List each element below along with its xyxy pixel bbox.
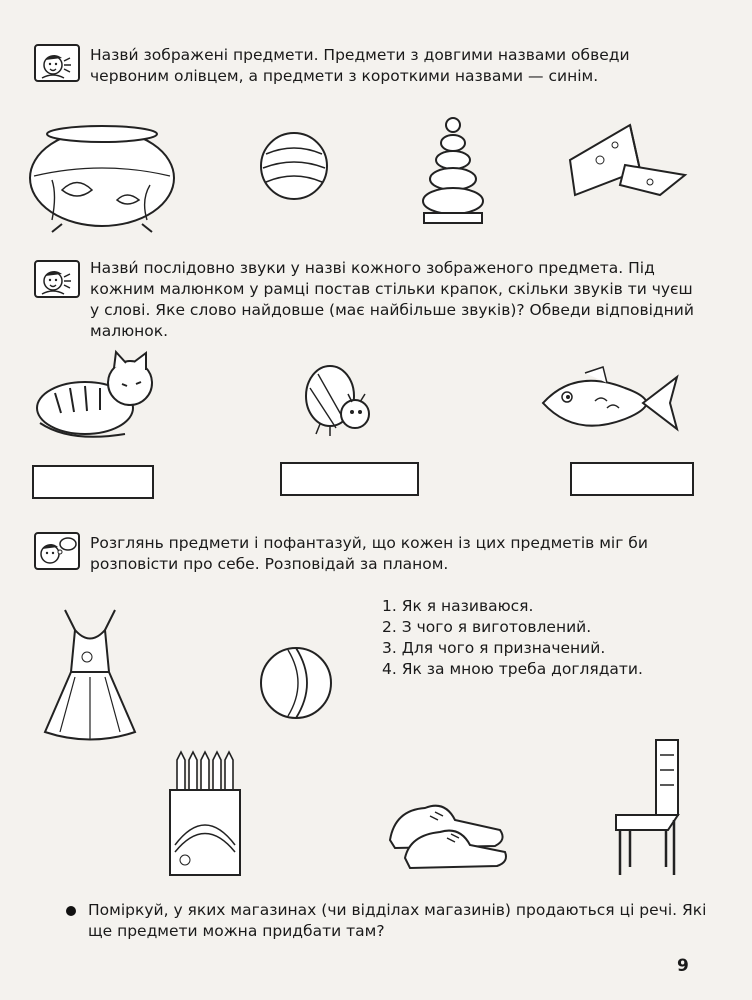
dress-icon [35, 602, 145, 750]
answer-box-beetle[interactable] [280, 462, 419, 496]
plan-item-1: 1. Як я називаюся. [382, 597, 534, 615]
speaking-child-icon [34, 44, 80, 82]
story-plan [382, 596, 643, 680]
thinking-child-icon [34, 532, 80, 570]
question-text: Поміркуй, у яких магазинах (чи відділах магазинів) продаються ці речі. Які ще предмети можна придбати там? [88, 901, 707, 940]
task-2-text: Назви́ послідовно звуки у назві кожного зображеного предмета. Під кожним малюнком у рамці постав стільки крапок, скільки звуків ти чуєш у слові. Яке слово найдовше (має найбільше звуків)? Обведи відповідний малюнок. [90, 259, 694, 340]
cat-icon [30, 348, 160, 443]
pyramid-toy-icon [418, 115, 488, 227]
task-3-text: Розглянь предмети і пофантазуй, що кожен із цих предметів міг би розповісти про себе. Розповідай за планом. [90, 534, 648, 573]
cheese-icon [565, 120, 690, 200]
beetle-icon [300, 358, 375, 440]
fish-icon [535, 363, 685, 445]
bullet-icon [66, 906, 76, 916]
shoes-icon [385, 790, 510, 870]
plan-item-3: 3. Для чого я призначений. [382, 639, 606, 657]
pencils-box-icon [165, 750, 245, 880]
chair-icon [608, 735, 688, 880]
ball-icon [258, 645, 334, 721]
speaking-child-icon [34, 260, 80, 298]
answer-box-fish[interactable] [570, 462, 694, 496]
page-number: 9 [677, 956, 689, 976]
ball-icon [258, 130, 330, 202]
answer-box-cat[interactable] [32, 465, 154, 499]
task-1-text: Назви́ зображені предмети. Предмети з довгими назвами обведи червоним олівцем, а предмети з короткими назвами — синім. [90, 46, 630, 85]
plan-item-4: 4. Як за мною треба доглядати. [382, 660, 643, 678]
aquarium-icon [22, 120, 182, 235]
plan-item-2: 2. З чого я виготовлений. [382, 618, 592, 636]
